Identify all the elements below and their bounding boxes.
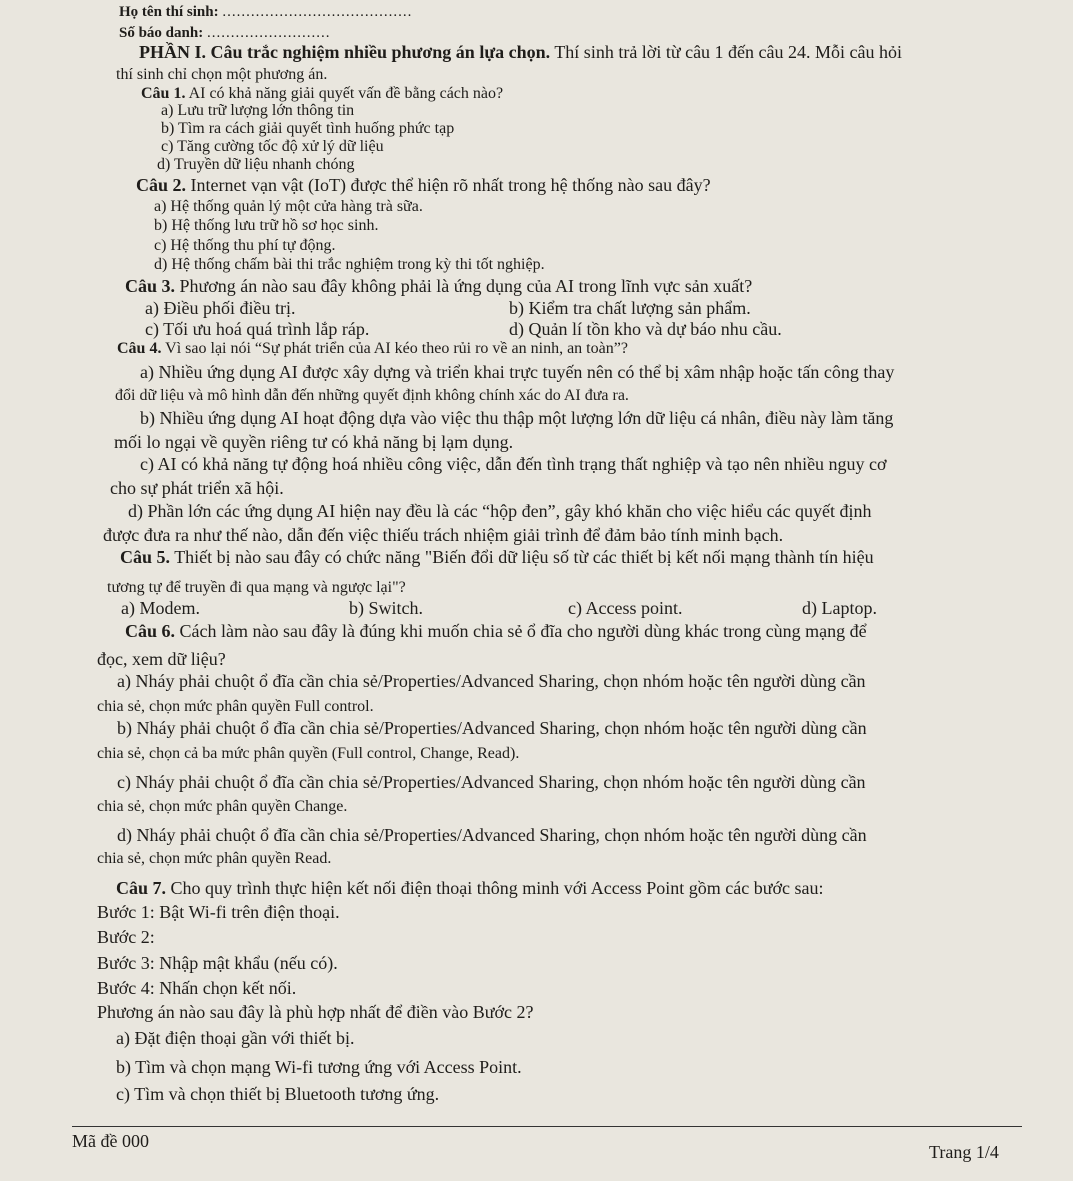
- q5-option-a: a) Modem.: [121, 598, 200, 618]
- question-text: Vì sao lại nói “Sự phát triển của AI kéo theo rủi ro về an ninh, an toàn”?: [161, 340, 628, 357]
- question-number: Câu 5.: [120, 547, 171, 567]
- q7-option-a: a) Đặt điện thoại gần với thiết bị.: [116, 1028, 355, 1048]
- q2-option-c: c) Hệ thống thu phí tự động.: [154, 237, 336, 254]
- question-text: Cho quy trình thực hiện kết nối điện thoại thông minh với Access Point gồm các bước sau:: [166, 878, 824, 898]
- question-5: [120, 546, 874, 568]
- exam-code: Mã đề 000: [72, 1131, 149, 1151]
- q6-line-2: chia sẻ, chọn mức phân quyền Full control.: [97, 698, 374, 715]
- question-6: [125, 620, 867, 642]
- question-text: Phương án nào sau đây không phải là ứng dụng của AI trong lĩnh vực sản xuất?: [175, 276, 753, 296]
- question-2: [136, 174, 711, 196]
- q5-option-c: c) Access point.: [568, 598, 683, 618]
- q4-line-7: d) Phần lớn các ứng dụng AI hiện nay đều là các “hộp đen”, gây khó khăn cho việc hiểu các quyết định: [128, 501, 872, 521]
- q1-option-b: b) Tìm ra cách giải quyết tình huống phức tạp: [161, 120, 455, 137]
- question-6-line2: đọc, xem dữ liệu?: [97, 649, 226, 669]
- part1-title-rest: Thí sinh trả lời từ câu 1 đến câu 24. Mỗi câu hỏi: [550, 42, 903, 62]
- q4-line-1: a) Nhiều ứng dụng AI được xây dựng và triển khai trực tuyến nên có thể bị xâm nhập hoặc tấn công thay: [140, 362, 895, 382]
- part1-title: [139, 41, 902, 63]
- question-text: Cách làm nào sau đây là đúng khi muốn chia sẻ ổ đĩa cho người dùng khác trong cùng mạng để: [175, 621, 867, 641]
- question-number: Câu 1.: [141, 85, 186, 102]
- q1-option-c: c) Tăng cường tốc độ xử lý dữ liệu: [161, 138, 384, 155]
- q6-line-5: c) Nháy phải chuột ổ đĩa cần chia sẻ/Properties/Advanced Sharing, chọn nhóm hoặc tên người dùng cần: [117, 772, 866, 792]
- question-number: Câu 4.: [117, 340, 162, 357]
- candidate-name-dots: ........................................: [222, 4, 413, 20]
- q7-step-2: Bước 2:: [97, 927, 155, 947]
- candidate-name-field: [119, 4, 412, 21]
- q5-option-d: d) Laptop.: [802, 598, 877, 618]
- q7-option-b: b) Tìm và chọn mạng Wi-fi tương ứng với Access Point.: [116, 1057, 522, 1077]
- candidate-id-field: [119, 25, 330, 42]
- q4-line-4: mối lo ngại về quyền riêng tư có khả năng bị lạm dụng.: [114, 432, 514, 452]
- question-text: Thiết bị nào sau đây có chức năng "Biến đổi dữ liệu số từ các thiết bị kết nối mạng thành tín hiệu: [170, 547, 874, 567]
- question-7: [116, 877, 823, 899]
- candidate-name-label: Họ tên thí sinh:: [119, 4, 219, 20]
- question-number: Câu 3.: [125, 276, 176, 296]
- q5-option-b: b) Switch.: [349, 598, 423, 618]
- q2-option-b: b) Hệ thống lưu trữ hồ sơ học sinh.: [154, 217, 379, 234]
- q3-option-d: d) Quản lí tồn kho và dự báo nhu cầu.: [509, 319, 782, 339]
- question-text: Internet vạn vật (IoT) được thể hiện rõ nhất trong hệ thống nào sau đây?: [186, 175, 711, 195]
- q4-line-3: b) Nhiều ứng dụng AI hoạt động dựa vào việc thu thập một lượng lớn dữ liệu cá nhân, điều này làm tăng: [140, 408, 894, 428]
- q4-line-2: đổi dữ liệu và mô hình dẫn đến những quyết định không chính xác do AI đưa ra.: [115, 387, 629, 404]
- q7-step-1: Bước 1: Bật Wi-fi trên điện thoại.: [97, 902, 340, 922]
- question-number: Câu 7.: [116, 878, 167, 898]
- part1-title-bold: PHẦN I. Câu trắc nghiệm nhiều phương án lựa chọn.: [139, 42, 551, 62]
- question-5-line2: tương tự để truyền đi qua mạng và ngược lại"?: [107, 579, 406, 596]
- candidate-id-dots: ..........................: [206, 25, 331, 41]
- footer-divider: [72, 1126, 1022, 1127]
- q6-line-8: chia sẻ, chọn mức phân quyền Read.: [97, 850, 332, 867]
- question-number: Câu 6.: [125, 621, 176, 641]
- question-text: AI có khả năng giải quyết vấn đề bằng cách nào?: [185, 85, 504, 102]
- q7-step-4: Bước 4: Nhấn chọn kết nối.: [97, 978, 297, 998]
- q4-line-5: c) AI có khả năng tự động hoá nhiều công việc, dẫn đến tình trạng thất nghiệp và tạo nên nhiều nguy cơ: [140, 454, 887, 474]
- q6-line-1: a) Nháy phải chuột ổ đĩa cần chia sẻ/Properties/Advanced Sharing, chọn nhóm hoặc tên người dùng cần: [117, 671, 866, 691]
- q2-option-d: d) Hệ thống chấm bài thi trắc nghiệm trong kỳ thi tốt nghiệp.: [154, 256, 545, 273]
- q6-line-7: d) Nháy phải chuột ổ đĩa cần chia sẻ/Properties/Advanced Sharing, chọn nhóm hoặc tên người dùng cần: [117, 825, 867, 845]
- q1-option-d: d) Truyền dữ liệu nhanh chóng: [157, 156, 355, 173]
- q2-option-a: a) Hệ thống quản lý một cửa hàng trà sữa.: [154, 198, 423, 215]
- question-4: [117, 339, 628, 359]
- question-3: [125, 275, 752, 297]
- question-number: Câu 2.: [136, 175, 187, 195]
- q3-option-a: a) Điều phối điều trị.: [145, 298, 296, 318]
- q1-option-a: a) Lưu trữ lượng lớn thông tin: [161, 102, 355, 119]
- q7-step-3: Bước 3: Nhập mật khẩu (nếu có).: [97, 953, 338, 973]
- q4-line-6: cho sự phát triển xã hội.: [110, 478, 284, 498]
- q6-line-3: b) Nháy phải chuột ổ đĩa cần chia sẻ/Properties/Advanced Sharing, chọn nhóm hoặc tên người dùng cần: [117, 718, 867, 738]
- q4-line-8: được đưa ra như thế nào, dẫn đến việc thiếu trách nhiệm giải trình để đảm bảo tính minh bạch.: [103, 525, 784, 545]
- q7-prompt: Phương án nào sau đây là phù hợp nhất để điền vào Bước 2?: [97, 1002, 534, 1022]
- q3-option-c: c) Tối ưu hoá quá trình lắp ráp.: [145, 319, 370, 339]
- part1-title-line2: thí sinh chỉ chọn một phương án.: [116, 66, 328, 83]
- q6-line-4: chia sẻ, chọn cả ba mức phân quyền (Full control, Change, Read).: [97, 745, 520, 762]
- q7-option-c: c) Tìm và chọn thiết bị Bluetooth tương ứng.: [116, 1084, 440, 1104]
- page-number: Trang 1/4: [929, 1142, 999, 1162]
- candidate-id-label: Số báo danh:: [119, 25, 204, 41]
- q3-option-b: b) Kiểm tra chất lượng sản phẩm.: [509, 298, 751, 318]
- q6-line-6: chia sẻ, chọn mức phân quyền Change.: [97, 798, 348, 815]
